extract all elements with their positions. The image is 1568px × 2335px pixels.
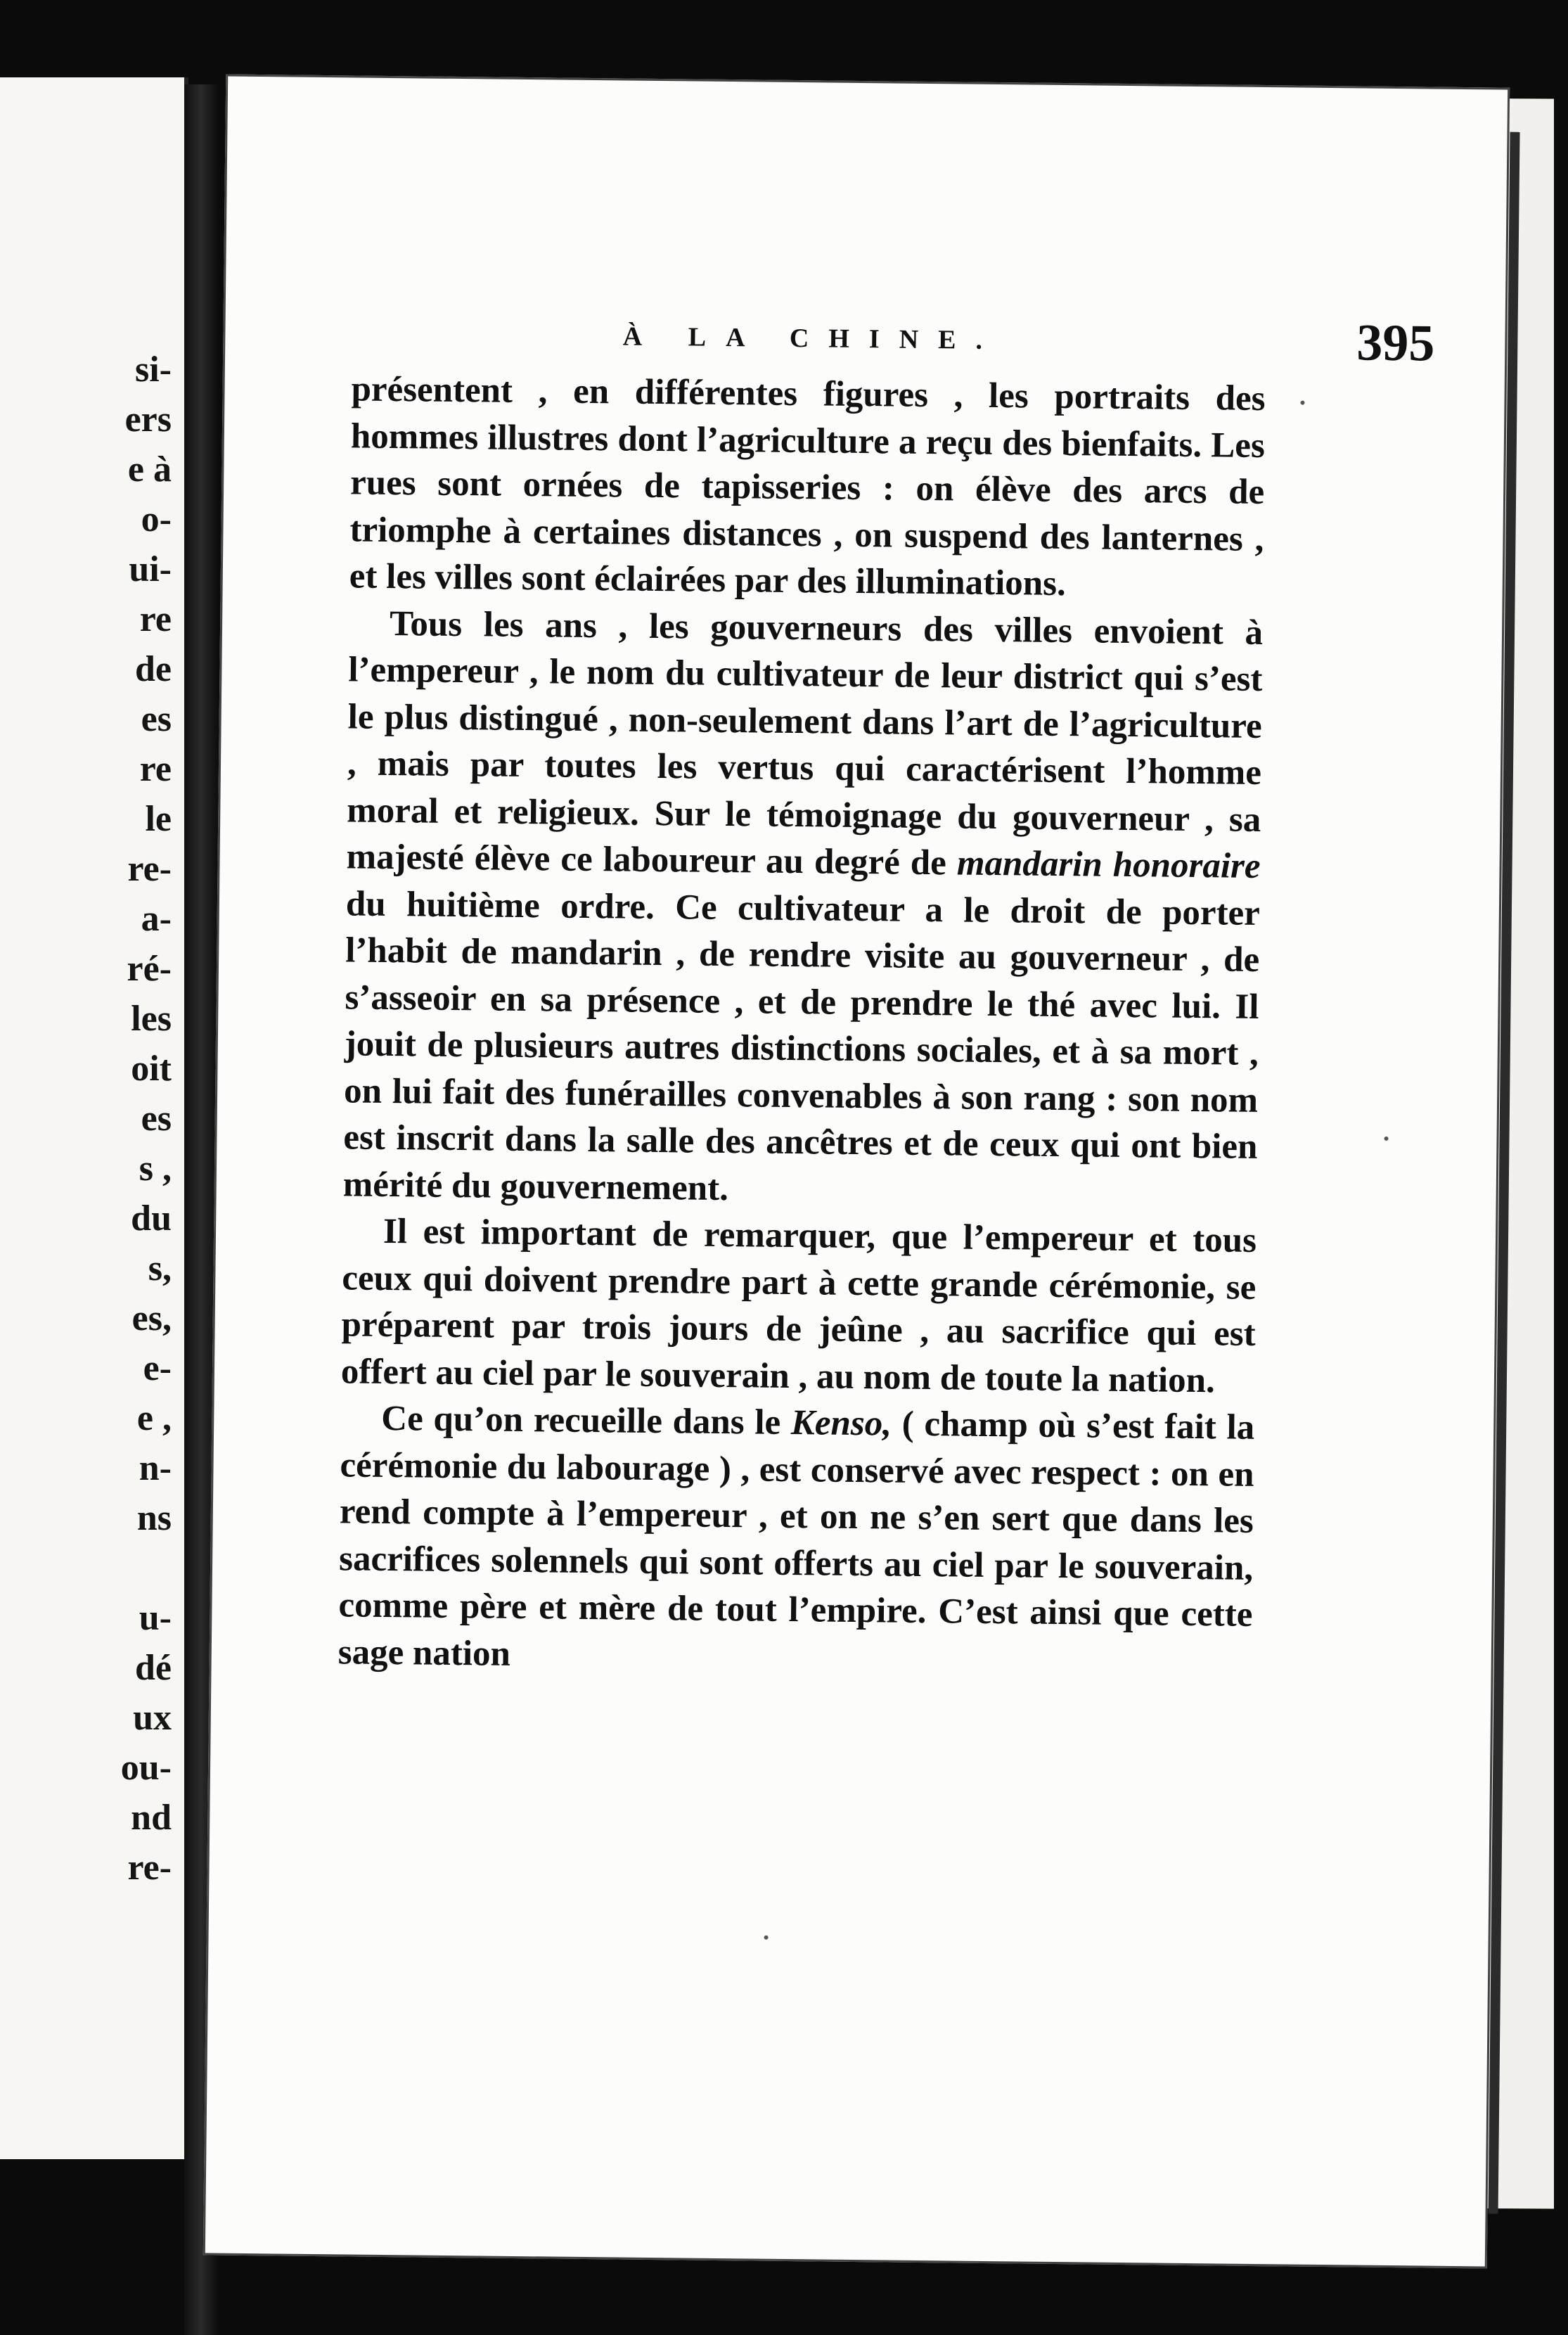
paragraph-1: présentent , en différentes figures , les portraits des hommes illustres dont l’agriculture a reçu des bienfaits. Les rues sont ornées de tapisseries : on élève des arcs de triomphe à certaines distances , on suspend des lanternes , et les villes sont éclairées par des illuminations. bbox=[349, 369, 1266, 604]
left-page-fragment: si- bbox=[135, 350, 172, 390]
left-page-fragment: es bbox=[141, 1099, 172, 1139]
left-page-fragment: ux bbox=[133, 1698, 172, 1738]
left-page-fragment: re- bbox=[127, 1848, 172, 1888]
left-page-fragment: re bbox=[139, 749, 172, 789]
paragraph-2 bbox=[342, 600, 1263, 1217]
left-page-fragment: ns bbox=[136, 1498, 172, 1538]
left-page-fragment: re bbox=[139, 599, 172, 639]
left-page-fragment: de bbox=[135, 649, 172, 689]
paragraph-3: Il est important de remarquer, que l’empereur et tous ceux qui doivent prendre part à cette grande cérémonie, se préparent par trois jours de jeûne , au sacrifice qui est offert au ciel par le souverain , au nom de toute la nation. bbox=[340, 1211, 1257, 1400]
paragraph-2-text-b: du huitième ordre. Ce cultivateur a le droit de porter l’habit de mandarin , de rendre visite au gouverneur , de s’asseoir en sa présence , et de prendre le thé avec lui. Il jouit de plusieurs autres distinctions sociales, et à sa mort , on lui fait des funérailles convenables à son rang : son nom est inscrit dans la salle des ancêtres et de ceux qui ont bien mérité du gouvernement. bbox=[342, 883, 1261, 1208]
paper-speck bbox=[764, 1936, 769, 1940]
left-page-fragment: les bbox=[131, 999, 172, 1039]
left-page-fragment: ers bbox=[124, 399, 172, 440]
left-page-fragment: dé bbox=[135, 1648, 172, 1688]
left-page-fragment: s, bbox=[148, 1248, 172, 1288]
left-page-fragment: e à bbox=[127, 449, 172, 490]
left-page-fragment: nd bbox=[131, 1798, 172, 1838]
left-page-fragment: s , bbox=[139, 1149, 172, 1189]
left-page-fragment: ou- bbox=[120, 1748, 172, 1788]
left-page-fragment: es bbox=[141, 699, 172, 739]
left-page-fragment: u- bbox=[139, 1598, 172, 1638]
left-page-fragment bbox=[121, 1543, 172, 1593]
body-text bbox=[338, 366, 1265, 1685]
left-page-fragment: oit bbox=[131, 1049, 172, 1089]
left-page-fragment: e- bbox=[143, 1348, 172, 1388]
paper-speck bbox=[1300, 401, 1304, 405]
paragraph-4-italic: Kenso, bbox=[790, 1403, 892, 1444]
paragraph-4-text-b: ( champ où s’est fait la cérémonie du labourage ) , est conservé avec respect : on en rend compte à l’empereur , et on ne s’en sert que dans les sacrifices solennels qui sont offerts au ciel par le souverain, comme père et mère de tout l’empire. C’est ainsi que cette sage nation bbox=[338, 1404, 1255, 1674]
left-page-fragment: e , bbox=[136, 1398, 172, 1438]
left-page-fragment: du bbox=[131, 1198, 172, 1239]
page-number: 395 bbox=[1356, 314, 1435, 373]
left-page-fragment: re- bbox=[127, 849, 172, 889]
paragraph-4-text-a: Ce qu’on recueille dans le bbox=[380, 1398, 781, 1442]
book-page bbox=[203, 75, 1510, 2269]
paragraph-2-text-a: Tous les ans , les gouverneurs des villes envoient à l’empereur , le nom du cultivateur de leur district qui s’est le plus distingué , non-seulement dans l’art de l’agriculture , mais par toutes les vertus qui caractérisent l’homme moral et religieux. Sur le témoignage du gouverneur , sa majesté élève ce laboureur au degré de bbox=[346, 603, 1264, 883]
paragraph-4 bbox=[338, 1395, 1254, 1685]
left-page-text-fragments bbox=[121, 345, 172, 1893]
left-page-fragment: ui- bbox=[129, 549, 172, 589]
left-page-fragment: ré- bbox=[127, 949, 172, 989]
paragraph-2-italic: mandarin honoraire bbox=[956, 843, 1261, 886]
left-page-fragment: a- bbox=[141, 899, 172, 939]
running-title: À LA CHINE. bbox=[622, 321, 1003, 356]
paper-speck bbox=[1384, 1137, 1388, 1141]
left-page bbox=[0, 77, 188, 2159]
left-page-fragment: o- bbox=[141, 499, 172, 539]
left-page-fragment: le bbox=[145, 799, 172, 839]
left-page-fragment: n- bbox=[139, 1448, 172, 1488]
left-page-fragment: es, bbox=[131, 1298, 172, 1338]
